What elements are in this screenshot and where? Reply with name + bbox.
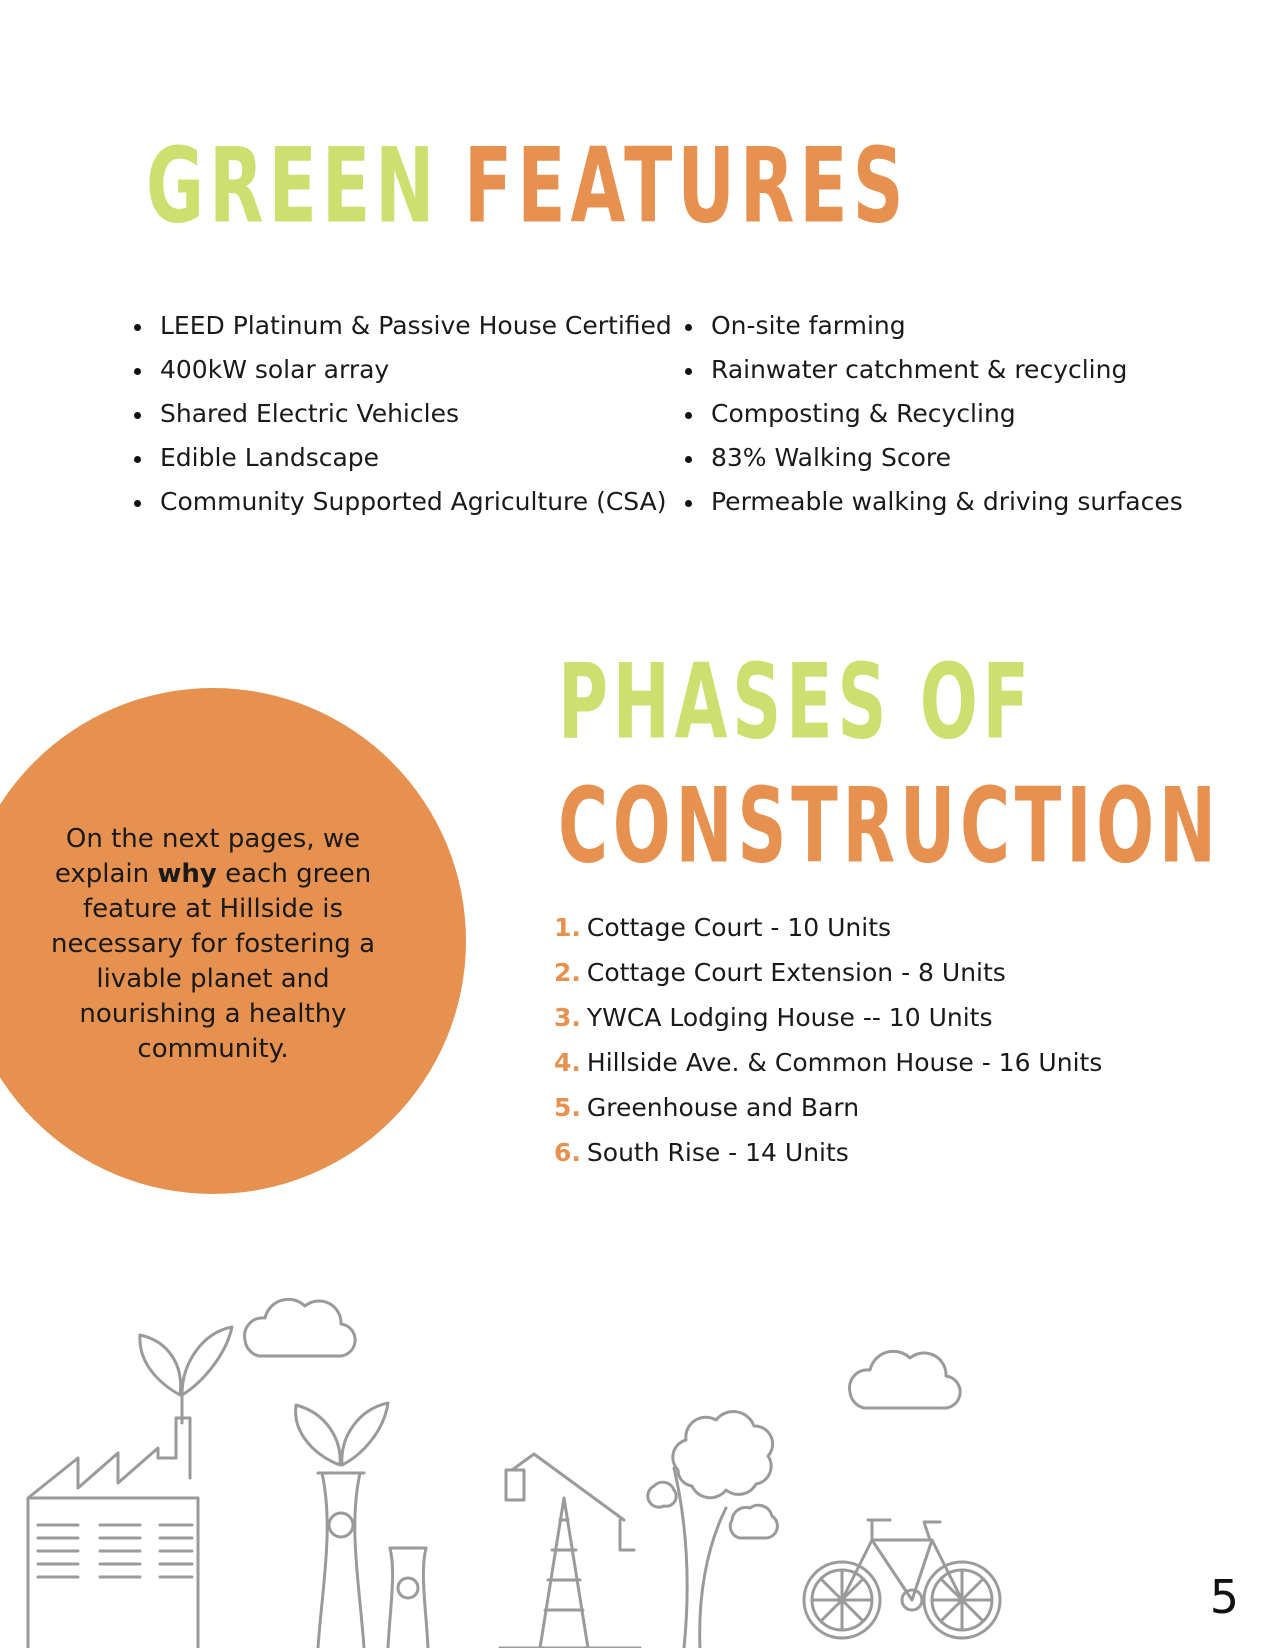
phase-item: [554, 1085, 1102, 1130]
callout-text: [48, 822, 378, 1067]
phase-item: [554, 1130, 1102, 1175]
phases-list: [554, 905, 1102, 1175]
phase-number: 5.: [554, 1093, 581, 1122]
phase-text: Cottage Court - 10 Units: [586, 913, 892, 942]
features-list-right: [685, 304, 1183, 524]
phase-text: Cottage Court Extension - 8 Units: [586, 958, 1006, 987]
list-item: Community Supported Agriculture (CSA): [134, 480, 672, 524]
list-item: Composting & Recycling: [685, 392, 1183, 436]
oil-pump-icon: [500, 1454, 640, 1648]
cloud-icon: [245, 1299, 356, 1356]
phases-title-line1: PHASES OF: [558, 641, 1034, 763]
cloud-icon: [850, 1351, 961, 1408]
phase-item: [554, 1040, 1102, 1085]
list-item: Rainwater catchment & recycling: [685, 348, 1183, 392]
list-item: On-site farming: [685, 304, 1183, 348]
phase-number: 4.: [554, 1048, 581, 1077]
callout-text-after: each green feature at Hillside is necessary for fostering a livable planet and nourishing a healthy community.: [50, 859, 376, 1064]
phase-number: 2.: [554, 958, 581, 987]
phase-number: 3.: [554, 1003, 581, 1032]
title-word-features: FEATURES: [463, 125, 909, 247]
list-item: 400kW solar array: [134, 348, 672, 392]
phase-item: [554, 950, 1102, 995]
features-list-left: [134, 304, 672, 524]
green-features-title: [146, 125, 909, 247]
factory-icon: [28, 1327, 232, 1648]
bicycle-icon: [804, 1520, 1000, 1638]
sprout-icon: [296, 1403, 388, 1465]
tree-icon: [648, 1412, 778, 1648]
callout-text-bold: why: [157, 859, 217, 889]
eco-illustration: [0, 1270, 1275, 1648]
page-number: 5: [1209, 1570, 1239, 1624]
phase-text: Greenhouse and Barn: [586, 1093, 860, 1122]
phase-number: 1.: [554, 913, 581, 942]
list-item: Permeable walking & driving surfaces: [685, 480, 1183, 524]
callout-text-before: On the next pages, we explain: [54, 824, 361, 889]
phase-text: South Rise - 14 Units: [586, 1138, 849, 1167]
list-item: Edible Landscape: [134, 436, 672, 480]
cooling-tower-icon: [318, 1473, 428, 1648]
phase-item: [554, 905, 1102, 950]
phase-text: YWCA Lodging House -- 10 Units: [586, 1003, 993, 1032]
phase-item: [554, 995, 1102, 1040]
title-word-green: GREEN: [146, 125, 440, 247]
phase-text: Hillside Ave. & Common House - 16 Units: [586, 1048, 1103, 1077]
list-item: 83% Walking Score: [685, 436, 1183, 480]
phase-number: 6.: [554, 1138, 581, 1167]
list-item: LEED Platinum & Passive House Certified: [134, 304, 672, 348]
list-item: Shared Electric Vehicles: [134, 392, 672, 436]
phases-title-line2: CONSTRUCTION: [558, 765, 1221, 887]
